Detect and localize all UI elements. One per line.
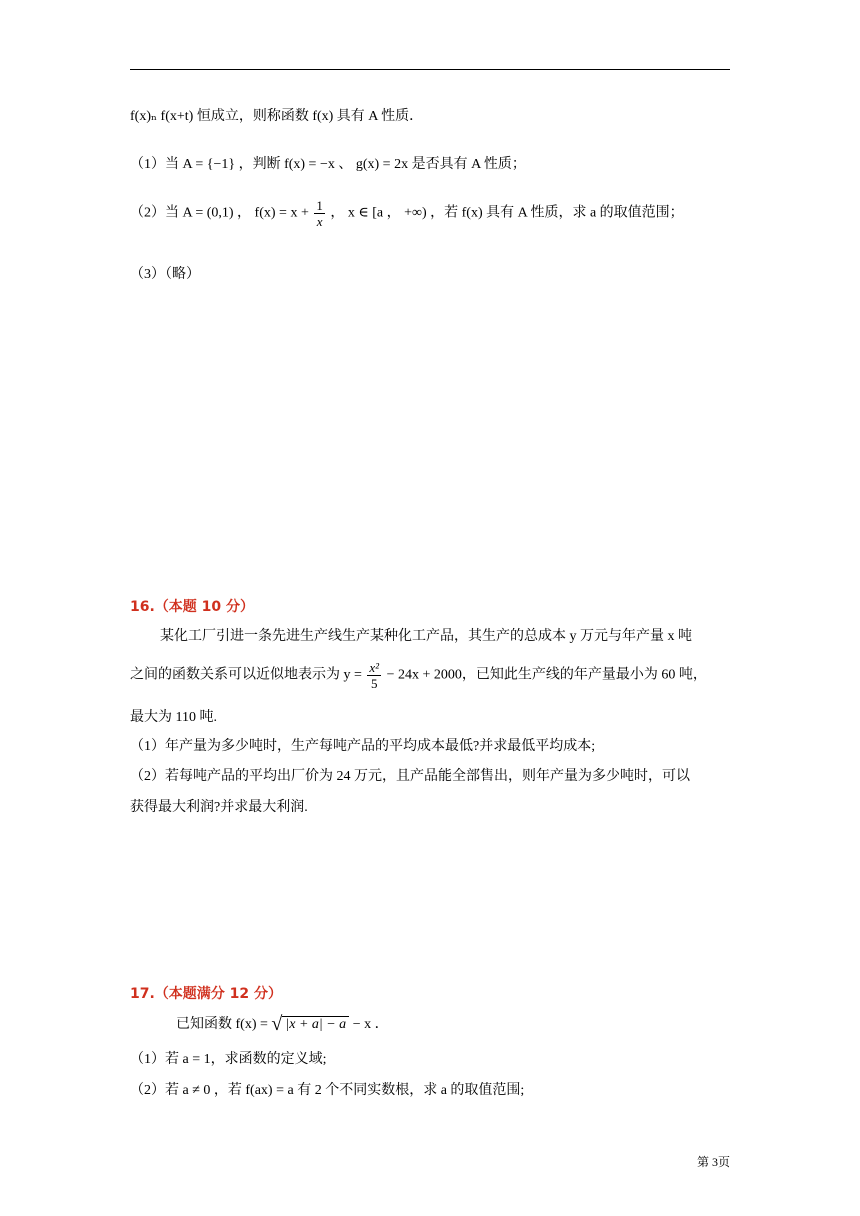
q17-heading: 17.（本题满分 12 分） [130,986,283,1002]
q16-stem2-post: − 24x + 2000，已知此生产线的年产量最小为 60 吨， [386,667,707,683]
q15-part1-label: （1） [130,157,165,172]
q15-part2-post: ， x ∈ [a ， +∞) ，若 f(x) 具有 A 性质，求 a 的取值范围； [330,205,684,221]
q15-part2-label: （2） [130,205,165,221]
q16-heading: 16.（本题 10 分） [130,599,255,615]
q17-part1: （1）若 a = 1，求函数的定义域; [130,1052,327,1067]
header-rule [130,69,730,70]
q16-stem-line2 [130,660,707,691]
q15-part1-text: 当 A = {−1} ，判断 f(x) = −x 、 g(x) = 2x 是否具有 A 性质； [165,157,526,172]
q15-fraction-denominator: x [316,214,323,229]
q15-part1 [130,153,526,173]
q17-stem-pre: 已知函数 f(x) = [176,1017,268,1032]
q15-part3: （3）（略） [130,267,200,282]
q17-stem [176,1013,389,1036]
q17-radicand: |x + a| − a [282,1016,349,1033]
q16-fraction-denominator: 5 [370,676,378,691]
q16-part1: （1）年产量为多少吨时，生产每吨产品的平均成本最低?并求最低平均成本; [130,739,596,754]
q15-part2 [130,198,684,229]
q16-stem-line1: 某化工厂引进一条先进生产线生产某种化工产品，其生产的总成本 y 万元与年产量 x 吨 [160,629,692,644]
q17-stem-post: − x ． [352,1017,389,1032]
q16-part2-line2: 获得最大利润?并求最大利润. [130,800,308,815]
q16-fraction-numerator: x² [369,660,380,675]
sqrt-sign-icon: √ [271,1013,283,1036]
q16-part2-line1: （2）若每吨产品的平均出厂价为 24 万元，且产品能全部售出，则年产量为多少吨时，可以 [130,769,690,784]
q15-condition-line: f(x)ₙ f(x+t) 恒成立，则称函数 f(x) 具有 A 性质． [130,109,424,124]
q16-stem-line3: 最大为 110 吨. [130,710,217,725]
q16-stem2-pre: 之间的函数关系可以近似地表示为 y = [130,667,362,683]
q17-sqrt [271,1013,349,1036]
q17-part2: （2）若 a ≠ 0 ，若 f(ax) = a 有 2 个不同实数根，求 a 的取值范围; [130,1083,525,1098]
q16-fraction [367,660,381,691]
q15-part2-pre: 当 A = (0,1) ， f(x) = x + [165,205,309,221]
q15-fraction-numerator: 1 [316,198,323,213]
page-number: 第 3页 [696,1155,730,1169]
q15-fraction [314,198,325,229]
